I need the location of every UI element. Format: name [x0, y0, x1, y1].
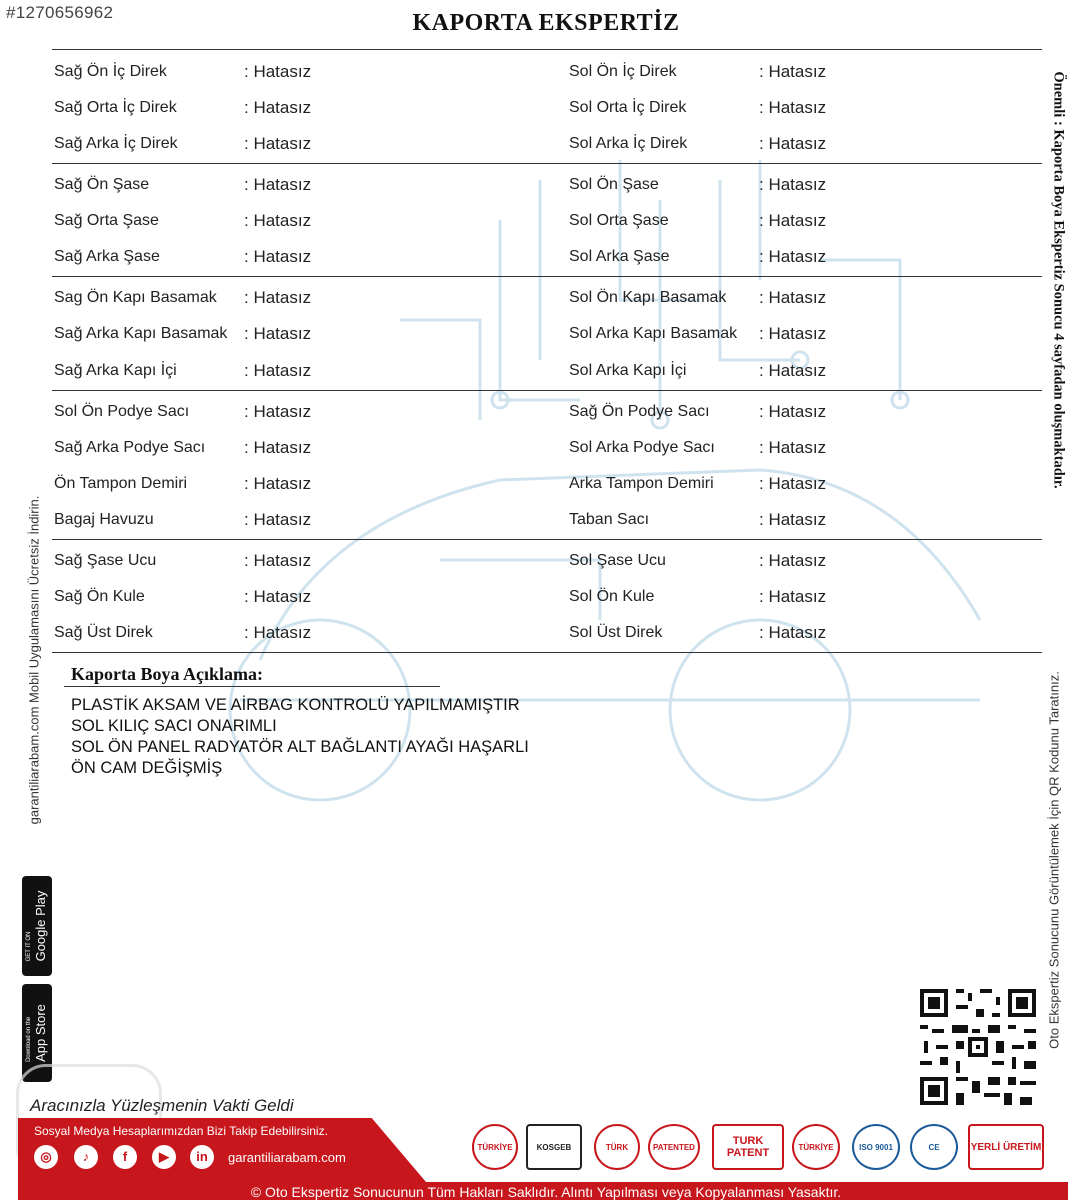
important-note-vertical: [1048, 40, 1068, 520]
row-left-value: : Hatasız: [244, 211, 312, 230]
google-play-label: [26, 891, 48, 962]
row-right-label: Sol Ön Kule: [569, 588, 655, 605]
row-left-value: : Hatasız: [244, 361, 312, 380]
section-divider: [52, 163, 1042, 164]
row-right-value: : Hatasız: [759, 474, 827, 493]
certification-badge: TÜRKİYE: [792, 1124, 840, 1170]
section-divider: [52, 390, 1042, 391]
certification-badge: CE: [910, 1124, 958, 1170]
table-row: [54, 286, 1034, 310]
row-left-value: : Hatasız: [244, 551, 312, 570]
copyright-text: © Oto Ekspertiz Sonucunun Tüm Hakları Saklıdır. Alıntı Yapılması veya Kopyalanması Yasaktır.: [250, 1184, 842, 1200]
row-left-label: Sağ Şase Ucu: [54, 552, 157, 569]
row-right-label: Sol Ön Kapı Basamak: [569, 289, 727, 306]
row-right-label: Sol Arka İç Direk: [569, 135, 688, 152]
table-row: [54, 60, 1034, 84]
row-left-value: : Hatasız: [244, 62, 312, 81]
row-left-value: : Hatasız: [244, 175, 312, 194]
row-left-value: : Hatasız: [244, 623, 312, 642]
row-right-value: : Hatasız: [759, 402, 827, 421]
row-left-value: : Hatasız: [244, 247, 312, 266]
table-row: [54, 173, 1034, 197]
row-right-value: : Hatasız: [759, 623, 827, 642]
section-divider: [52, 276, 1042, 277]
page-title: KAPORTA EKSPERTİZ: [412, 10, 680, 36]
row-right-label: Sol Orta İç Direk: [569, 99, 687, 116]
row-left-label: Sağ Ön Şase: [54, 176, 150, 193]
linkedin-icon[interactable]: in: [190, 1145, 214, 1169]
table-row: [54, 96, 1034, 120]
note-line: SOL ÖN PANEL RADYATÖR ALT BAĞLANTI AYAĞI HAŞARLI: [71, 738, 529, 756]
row-right-label: Sol Ön Şase: [569, 176, 659, 193]
instagram-icon[interactable]: ◎: [34, 1145, 58, 1169]
row-left-value: : Hatasız: [244, 438, 312, 457]
row-right-label: Sol Orta Şase: [569, 212, 669, 229]
table-row: [54, 322, 1034, 346]
row-right-label: Sol Şase Ucu: [569, 552, 666, 569]
table-row: [54, 400, 1034, 424]
row-left-value: : Hatasız: [244, 474, 312, 493]
tiktok-icon[interactable]: ♪: [74, 1145, 98, 1169]
table-row: [54, 621, 1034, 645]
google-play-small-text: GET IT ON: [26, 931, 32, 962]
row-left-label: Sağ Üst Direk: [54, 624, 153, 641]
row-right-value: : Hatasız: [759, 98, 827, 117]
row-right-value: : Hatasız: [759, 134, 827, 153]
table-row: [54, 508, 1034, 532]
row-right-label: Sağ Ön Podye Sacı: [569, 403, 710, 420]
certification-badge: KOSGEB: [526, 1124, 582, 1170]
notes-title-underline: [64, 686, 440, 687]
row-right-value: : Hatasız: [759, 361, 827, 380]
row-right-value: : Hatasız: [759, 551, 827, 570]
certification-badge: TÜRKİYE: [472, 1124, 518, 1170]
table-row: [54, 209, 1034, 233]
row-left-value: : Hatasız: [244, 288, 312, 307]
google-play-text: Google Play: [33, 890, 48, 962]
row-right-label: Arka Tampon Demiri: [569, 475, 714, 492]
row-left-label: Sol Ön Podye Sacı: [54, 403, 190, 420]
row-left-value: : Hatasız: [244, 510, 312, 529]
row-right-label: Sol Arka Kapı Basamak: [569, 325, 738, 342]
row-left-label: Sağ Ön Kule: [54, 588, 145, 605]
row-right-value: : Hatasız: [759, 587, 827, 606]
certification-badge: PATENTED: [648, 1124, 700, 1170]
row-left-label: Sağ Arka Podye Sacı: [54, 439, 206, 456]
row-right-label: Taban Sacı: [569, 511, 650, 528]
row-right-value: : Hatasız: [759, 211, 827, 230]
facebook-icon[interactable]: f: [113, 1145, 137, 1169]
section-divider: [52, 49, 1042, 50]
row-right-label: Sol Arka Podye Sacı: [569, 439, 715, 456]
row-right-label: Sol Üst Direk: [569, 624, 663, 641]
certification-badge: TURK PATENT: [712, 1124, 784, 1170]
row-left-value: : Hatasız: [244, 587, 312, 606]
notes-title: Kaporta Boya Açıklama:: [71, 664, 263, 684]
table-row: [54, 132, 1034, 156]
row-left-label: Sağ Arka Kapı İçi: [54, 362, 177, 379]
listing-id: #1270656962: [6, 3, 114, 22]
row-left-label: Sağ Arka Kapı Basamak: [54, 325, 228, 342]
row-right-label: Sol Arka Şase: [569, 248, 670, 265]
app-store-label: [26, 1004, 48, 1062]
row-right-value: : Hatasız: [759, 288, 827, 307]
certification-badge: ISO 9001: [852, 1124, 900, 1170]
qr-hint-text: Oto Ekspertiz Sonucunu Görüntülemek İçin QR Kodunu Taratınız.: [1046, 671, 1062, 1049]
note-line: PLASTİK AKSAM VE AİRBAG KONTROLÜ YAPILMAMIŞTIR: [71, 696, 520, 714]
app-store-small-text: Download on the: [26, 1016, 32, 1062]
website-link[interactable]: garantiliarabam.com: [228, 1150, 346, 1165]
table-row: [54, 359, 1034, 383]
section-divider: [52, 539, 1042, 540]
app-download-vertical: [24, 455, 44, 865]
qr-hint-vertical: [1044, 620, 1064, 1100]
row-right-value: : Hatasız: [759, 510, 827, 529]
row-left-label: Sağ Ön İç Direk: [54, 63, 167, 80]
row-left-label: Sağ Arka İç Direk: [54, 135, 178, 152]
row-left-label: Sağ Arka Şase: [54, 248, 160, 265]
social-follow-text: Sosyal Medya Hesaplarımızdan Bizi Takip Edebilirsiniz.: [34, 1124, 328, 1138]
table-row: [54, 436, 1034, 460]
row-left-label: Sağ Orta Şase: [54, 212, 159, 229]
row-left-label: Sag Ön Kapı Basamak: [54, 289, 217, 306]
table-row: [54, 549, 1034, 573]
table-row: [54, 245, 1034, 269]
footer-slogan: Aracınızla Yüzleşmenin Vakti Geldi: [30, 1096, 294, 1115]
table-row: [54, 472, 1034, 496]
row-right-value: : Hatasız: [759, 438, 827, 457]
row-right-value: : Hatasız: [759, 175, 827, 194]
app-store-text: App Store: [33, 1004, 48, 1062]
table-row: [54, 585, 1034, 609]
row-right-value: : Hatasız: [759, 324, 827, 343]
row-left-value: : Hatasız: [244, 402, 312, 421]
app-download-text: garantiliarabam.com Mobil Uygulamasını Ücretsiz İndirin.: [26, 495, 42, 825]
certification-badge: TÜRK: [594, 1124, 640, 1170]
note-line: ÖN CAM DEĞİŞMİŞ: [71, 759, 223, 777]
row-right-label: Sol Ön İç Direk: [569, 63, 677, 80]
row-right-value: : Hatasız: [759, 247, 827, 266]
qr-code[interactable]: [916, 985, 1040, 1109]
row-left-label: Sağ Orta İç Direk: [54, 99, 177, 116]
row-left-value: : Hatasız: [244, 134, 312, 153]
youtube-icon[interactable]: ▶: [152, 1145, 176, 1169]
row-left-value: : Hatasız: [244, 98, 312, 117]
row-right-label: Sol Arka Kapı İçi: [569, 362, 687, 379]
row-left-value: : Hatasız: [244, 324, 312, 343]
certification-badge: YERLİ ÜRETİM: [968, 1124, 1044, 1170]
row-right-value: : Hatasız: [759, 62, 827, 81]
row-left-label: Bagaj Havuzu: [54, 511, 154, 528]
note-line: SOL KILIÇ SACI ONARIMLI: [71, 717, 277, 735]
important-note-text: Önemli : Kaporta Boya Ekspertiz Sonucu 4 sayfadan oluşmaktadır.: [1050, 71, 1067, 489]
section-divider: [52, 652, 1042, 653]
google-play-badge[interactable]: [22, 876, 52, 976]
row-left-label: Ön Tampon Demiri: [54, 475, 188, 492]
